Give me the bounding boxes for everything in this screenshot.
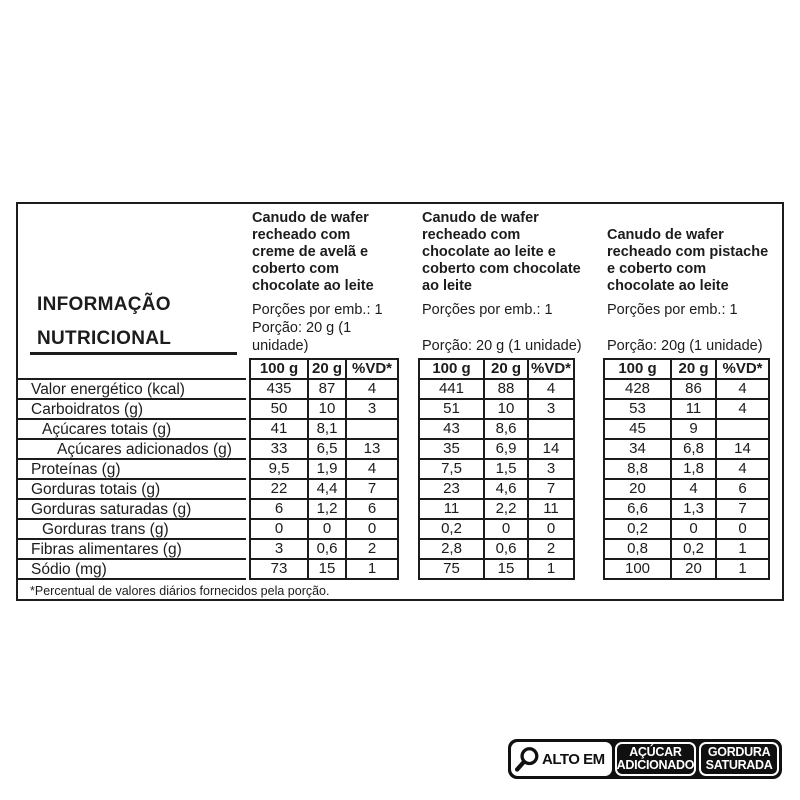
table-row xyxy=(605,500,768,520)
added-sugar-line1: AÇÚCAR xyxy=(629,745,682,759)
value-cell: 100 xyxy=(605,560,670,580)
value-cell: 0,2 xyxy=(605,520,670,540)
value-cell: 1,2 xyxy=(307,500,345,520)
table-row xyxy=(605,440,768,460)
value-cell: 1,9 xyxy=(307,460,345,480)
value-cell: 0,6 xyxy=(307,540,345,560)
table-row xyxy=(420,560,573,580)
product-2-title-line: coberto com chocolate xyxy=(422,261,581,277)
product-1-title-line: recheado com xyxy=(252,227,351,243)
value-cell: 1,5 xyxy=(483,460,527,480)
table-row xyxy=(420,500,573,520)
value-cell: 3 xyxy=(527,460,573,480)
table-row xyxy=(420,380,573,400)
table-row xyxy=(420,440,573,460)
value-cell: 3 xyxy=(251,540,307,560)
value-cell: 2,2 xyxy=(483,500,527,520)
table-row xyxy=(605,480,768,500)
value-cell: 4 xyxy=(345,380,397,400)
table-row xyxy=(605,400,768,420)
value-cell: 4,4 xyxy=(307,480,345,500)
value-cell: 13 xyxy=(345,440,397,460)
value-cell: 2,8 xyxy=(420,540,483,560)
row-label-gorduras-trans: Gorduras trans (g) xyxy=(18,520,246,540)
added-sugar-badge xyxy=(615,742,697,776)
value-cell: 11 xyxy=(527,500,573,520)
value-cell: 0 xyxy=(345,520,397,540)
value-cell: 1 xyxy=(527,560,573,580)
value-cell: 0 xyxy=(307,520,345,540)
value-cell: 6,9 xyxy=(483,440,527,460)
col-header-vd: %VD* xyxy=(345,360,397,380)
value-cell: 6 xyxy=(715,480,768,500)
value-cell: 20 xyxy=(605,480,670,500)
table-row xyxy=(251,540,397,560)
value-cell: 4 xyxy=(670,480,715,500)
product-2-servings-per-pack: Porções por emb.: 1 xyxy=(422,302,553,318)
product-2-title-line: recheado com xyxy=(422,227,521,243)
value-cell: 11 xyxy=(670,400,715,420)
value-cell: 2 xyxy=(345,540,397,560)
product-2-title-line: ao leite xyxy=(422,278,472,294)
alto-em-label: ALTO EM xyxy=(542,750,605,768)
values-table-product-3 xyxy=(603,358,770,580)
value-cell: 428 xyxy=(605,380,670,400)
value-cell: 51 xyxy=(420,400,483,420)
value-cell: 8,6 xyxy=(483,420,527,440)
value-cell: 75 xyxy=(420,560,483,580)
value-cell: 8,8 xyxy=(605,460,670,480)
value-cell: 1 xyxy=(715,540,768,560)
table-row xyxy=(605,420,768,440)
table-row xyxy=(251,400,397,420)
product-3-title-line: e coberto com xyxy=(607,261,707,277)
value-cell xyxy=(715,420,768,440)
col-header-20g: 20 g xyxy=(307,360,345,380)
col-header-20g: 20 g xyxy=(670,360,715,380)
value-cell: 6,6 xyxy=(605,500,670,520)
table-row xyxy=(420,540,573,560)
table-row xyxy=(420,420,573,440)
value-cell: 15 xyxy=(307,560,345,580)
col-header-100g: 100 g xyxy=(605,360,670,380)
product-2-title xyxy=(422,210,581,295)
value-cell: 43 xyxy=(420,420,483,440)
table-row xyxy=(251,520,397,540)
product-2-title-line: chocolate ao leite e xyxy=(422,244,556,260)
nutrient-label-column xyxy=(18,378,246,580)
value-cell: 0,2 xyxy=(670,540,715,560)
product-1-serving-size: Porção: 20 g (1 xyxy=(252,320,352,336)
value-cell: 10 xyxy=(307,400,345,420)
col-header-vd: %VD* xyxy=(527,360,573,380)
product-1-title-line: chocolate ao leite xyxy=(252,278,374,294)
col-header-100g: 100 g xyxy=(420,360,483,380)
value-cell: 0 xyxy=(483,520,527,540)
value-cell: 50 xyxy=(251,400,307,420)
value-cell: 9 xyxy=(670,420,715,440)
saturated-fat-line1: GORDURA xyxy=(707,745,771,759)
value-cell: 1 xyxy=(345,560,397,580)
value-cell: 6 xyxy=(345,500,397,520)
value-cell: 15 xyxy=(483,560,527,580)
value-cell: 0 xyxy=(670,520,715,540)
value-cell: 4 xyxy=(345,460,397,480)
value-cell: 4 xyxy=(715,380,768,400)
table-row xyxy=(420,480,573,500)
value-cell: 14 xyxy=(527,440,573,460)
saturated-fat-badge xyxy=(699,742,779,776)
value-cell xyxy=(527,420,573,440)
value-cell: 20 xyxy=(670,560,715,580)
product-1-title-line: coberto com xyxy=(252,261,340,277)
value-cell: 3 xyxy=(527,400,573,420)
col-header-vd: %VD* xyxy=(715,360,768,380)
value-cell: 6 xyxy=(251,500,307,520)
value-cell: 14 xyxy=(715,440,768,460)
value-cell: 6,8 xyxy=(670,440,715,460)
value-cell: 441 xyxy=(420,380,483,400)
value-cell: 35 xyxy=(420,440,483,460)
table-row xyxy=(251,480,397,500)
value-cell: 6,5 xyxy=(307,440,345,460)
magnifier-icon xyxy=(513,745,542,774)
product-3-title-line: chocolate ao leite xyxy=(607,278,729,294)
value-cell: 22 xyxy=(251,480,307,500)
row-label-gorduras-saturadas: Gorduras saturadas (g) xyxy=(18,500,246,520)
row-label-gorduras-totais: Gorduras totais (g) xyxy=(18,480,246,500)
value-cell: 9,5 xyxy=(251,460,307,480)
product-1-title-line: Canudo de wafer xyxy=(252,210,369,226)
row-label-fibras-alimentares: Fibras alimentares (g) xyxy=(18,540,246,560)
col-header-20g: 20 g xyxy=(483,360,527,380)
value-cell: 7,5 xyxy=(420,460,483,480)
value-cell: 87 xyxy=(307,380,345,400)
value-cell: 1,8 xyxy=(670,460,715,480)
value-cell: 86 xyxy=(670,380,715,400)
value-cell: 1,3 xyxy=(670,500,715,520)
value-cell: 0,2 xyxy=(420,520,483,540)
row-label-proteinas: Proteínas (g) xyxy=(18,460,246,480)
value-cell: 4 xyxy=(715,460,768,480)
table-row xyxy=(605,380,768,400)
value-cell: 53 xyxy=(605,400,670,420)
table-row xyxy=(251,560,397,580)
value-cell: 8,1 xyxy=(307,420,345,440)
added-sugar-line2: ADICIONADO xyxy=(616,758,695,772)
table-row xyxy=(251,420,397,440)
high-in-warning-strip xyxy=(508,739,782,779)
row-label-carboidratos: Carboidratos (g) xyxy=(18,400,246,420)
table-row xyxy=(605,540,768,560)
value-cell: 1 xyxy=(715,560,768,580)
value-cell: 4 xyxy=(715,400,768,420)
value-cell: 7 xyxy=(715,500,768,520)
value-cell: 11 xyxy=(420,500,483,520)
product-1-servings-per-pack: Porções por emb.: 1 xyxy=(252,302,383,318)
value-cell: 0,6 xyxy=(483,540,527,560)
row-label-acucares-totais: Açúcares totais (g) xyxy=(18,420,246,440)
value-cell: 3 xyxy=(345,400,397,420)
page-title xyxy=(37,288,171,356)
row-label-acucares-adicionados: Açúcares adicionados (g) xyxy=(18,440,246,460)
value-cell: 4,6 xyxy=(483,480,527,500)
value-cell: 41 xyxy=(251,420,307,440)
table-row xyxy=(420,520,573,540)
product-1-serving-size-cont: unidade) xyxy=(252,338,309,354)
row-label-sodio: Sódio (mg) xyxy=(18,560,246,580)
value-cell: 73 xyxy=(251,560,307,580)
table-row xyxy=(251,440,397,460)
table-row xyxy=(251,380,397,400)
value-cell: 0 xyxy=(527,520,573,540)
product-3-title-line: Canudo de wafer xyxy=(607,227,724,243)
value-cell: 435 xyxy=(251,380,307,400)
title-underline xyxy=(30,352,237,355)
product-1-title xyxy=(252,210,374,295)
values-table-product-2 xyxy=(418,358,575,580)
product-3-title-line: recheado com pistache xyxy=(607,244,769,260)
value-cell: 33 xyxy=(251,440,307,460)
product-2-title-line: Canudo de wafer xyxy=(422,210,539,226)
value-cell: 7 xyxy=(345,480,397,500)
table-row xyxy=(420,400,573,420)
table-row xyxy=(420,460,573,480)
table-header-row xyxy=(251,360,397,380)
value-cell: 0 xyxy=(251,520,307,540)
value-cell: 0,8 xyxy=(605,540,670,560)
table-row xyxy=(251,500,397,520)
saturated-fat-line2: SATURADA xyxy=(705,758,773,772)
value-cell: 4 xyxy=(527,380,573,400)
row-label-valor-energetico: Valor energético (kcal) xyxy=(18,380,246,400)
product-3-title xyxy=(607,227,768,295)
table-row xyxy=(605,460,768,480)
value-cell: 88 xyxy=(483,380,527,400)
value-cell: 2 xyxy=(527,540,573,560)
table-row xyxy=(251,460,397,480)
product-3-serving-size: Porção: 20g (1 unidade) xyxy=(607,338,763,354)
value-cell xyxy=(345,420,397,440)
product-3-servings-per-pack: Porções por emb.: 1 xyxy=(607,302,738,318)
page-title-line1: INFORMAÇÃO xyxy=(37,294,171,315)
value-cell: 0 xyxy=(715,520,768,540)
col-header-100g: 100 g xyxy=(251,360,307,380)
product-2-serving-size: Porção: 20 g (1 unidade) xyxy=(422,338,582,354)
values-table-product-1 xyxy=(249,358,399,580)
table-row xyxy=(605,520,768,540)
table-header-row xyxy=(420,360,573,380)
table-header-row xyxy=(605,360,768,380)
value-cell: 10 xyxy=(483,400,527,420)
value-cell: 34 xyxy=(605,440,670,460)
value-cell: 7 xyxy=(527,480,573,500)
table-row xyxy=(605,560,768,580)
daily-values-footnote: *Percentual de valores diários fornecidos pela porção. xyxy=(30,584,330,598)
alto-em-badge xyxy=(511,742,612,776)
product-1-title-line: creme de avelã e xyxy=(252,244,369,260)
page-title-line2: NUTRICIONAL xyxy=(37,328,172,349)
value-cell: 23 xyxy=(420,480,483,500)
value-cell: 45 xyxy=(605,420,670,440)
